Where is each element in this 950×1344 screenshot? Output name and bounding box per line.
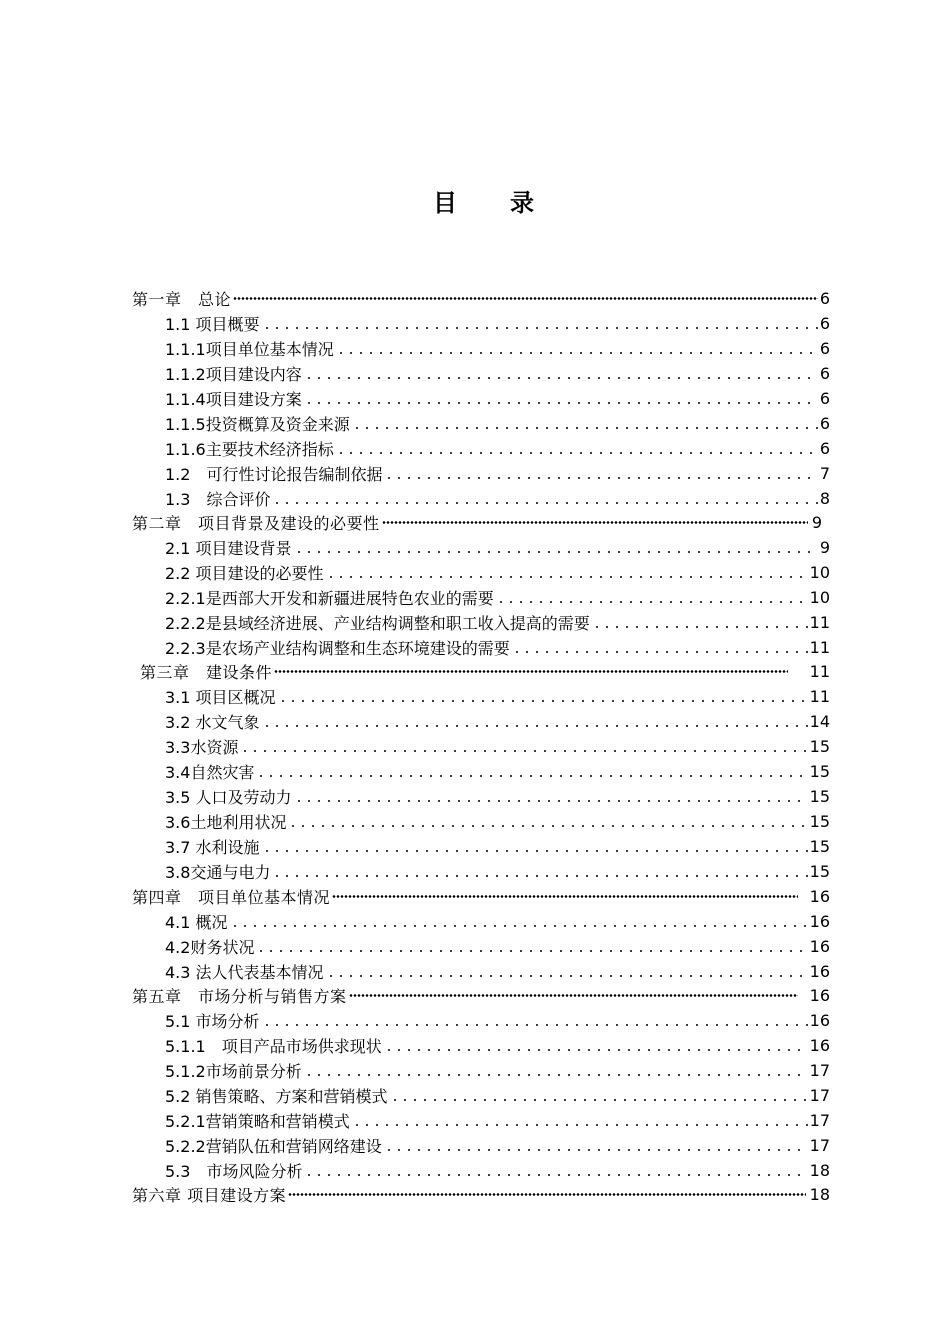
toc-dot-leader <box>336 436 818 461</box>
toc-page-number: 6 <box>819 414 830 433</box>
toc-dot-leader <box>294 535 818 560</box>
toc-chapter-entry[interactable] <box>132 510 822 535</box>
toc-section-entry[interactable] <box>165 834 830 859</box>
toc-page-number: 6 <box>819 389 830 408</box>
toc-section-entry[interactable] <box>165 386 830 411</box>
title-char-1: 目 <box>433 189 457 217</box>
toc-dot-leader <box>304 1058 808 1083</box>
toc-dot-leader <box>272 859 807 884</box>
toc-page-number: 17 <box>809 1061 830 1080</box>
toc-section-entry[interactable] <box>165 934 830 959</box>
toc-entry-label: 第四章 项目单位基本情况 <box>132 888 331 907</box>
toc-dot-leader <box>240 734 807 759</box>
toc-dot-leader <box>384 1033 808 1058</box>
toc-page-number: 6 <box>819 314 830 333</box>
toc-section-entry[interactable] <box>165 959 830 984</box>
toc-section-entry[interactable] <box>165 1058 830 1083</box>
toc-page-number: 11 <box>809 638 830 657</box>
toc-section-entry[interactable] <box>165 436 830 461</box>
toc-dot-leader <box>288 1182 806 1207</box>
toc-dot-leader <box>233 286 818 311</box>
toc-entry-label: 2.2.2是县域经济进展、产业结构调整和职工收入提高的需要 <box>165 614 590 633</box>
toc-section-entry[interactable] <box>165 1158 830 1183</box>
toc-dot-leader <box>352 1108 808 1133</box>
toc-dot-leader <box>382 510 808 535</box>
toc-page-number: 10 <box>809 563 830 582</box>
toc-section-entry[interactable] <box>165 585 830 610</box>
toc-chapter-entry[interactable] <box>132 983 830 1008</box>
toc-dot-leader <box>336 336 818 361</box>
toc-dot-leader <box>304 1158 807 1183</box>
toc-entry-label: 3.5 人口及劳动力 <box>165 788 292 807</box>
toc-dot-leader <box>262 1008 808 1033</box>
toc-entry-label: 3.8交通与电力 <box>165 863 271 882</box>
toc-section-entry[interactable] <box>165 635 830 660</box>
toc-entry-label: 3.7 水利设施 <box>165 838 260 857</box>
toc-page-number: 15 <box>809 762 830 781</box>
toc-dot-leader <box>384 1133 808 1158</box>
toc-page-number: 17 <box>809 1136 830 1155</box>
toc-page-number: 15 <box>809 812 830 831</box>
toc-entry-label: 5.2.2营销队伍和营销网络建设 <box>165 1137 382 1156</box>
toc-entry-label: 2.2.3是农场产业结构调整和生态环境建设的需要 <box>165 639 510 658</box>
toc-dot-leader <box>262 709 808 734</box>
toc-entry-label: 第一章 总论 <box>132 290 232 309</box>
toc-dot-leader <box>349 983 798 1008</box>
toc-page-number: 16 <box>809 887 830 906</box>
toc-dot-leader <box>390 1083 808 1108</box>
toc-entry-label: 第六章 项目建设方案 <box>132 1186 287 1205</box>
toc-section-entry[interactable] <box>165 859 830 884</box>
toc-page-number: 18 <box>809 1185 830 1204</box>
toc-page-number: 17 <box>809 1086 830 1105</box>
toc-page-number: 7 <box>819 464 830 483</box>
toc-section-entry[interactable] <box>165 909 830 934</box>
toc-entry-label: 2.1 项目建设背景 <box>165 539 292 558</box>
toc-entry-label: 1.1.1项目单位基本情况 <box>165 340 334 359</box>
toc-section-entry[interactable] <box>165 784 830 809</box>
toc-dot-leader <box>256 934 807 959</box>
toc-section-entry[interactable] <box>165 486 830 511</box>
toc-section-entry[interactable] <box>165 311 830 336</box>
toc-section-entry[interactable] <box>165 560 830 585</box>
toc-dot-leader <box>288 809 807 834</box>
toc-dot-leader <box>278 684 808 709</box>
toc-entry-label: 第五章 市场分析与销售方案 <box>132 987 347 1006</box>
toc-dot-leader <box>304 386 818 411</box>
toc-page-number: 16 <box>809 986 830 1005</box>
toc-section-entry[interactable] <box>165 461 830 486</box>
toc-entry-label: 2.2 项目建设的必要性 <box>165 564 324 583</box>
toc-page-number: 16 <box>809 1011 830 1030</box>
toc-page-number: 10 <box>809 588 830 607</box>
toc-entry-label: 1.1 项目概要 <box>165 315 260 334</box>
toc-page-number: 18 <box>809 1161 830 1180</box>
toc-entry-label: 3.1 项目区概况 <box>165 688 276 707</box>
toc-entry-label: 5.2 销售策略、方案和营销模式 <box>165 1087 388 1106</box>
toc-dot-leader <box>384 461 817 486</box>
toc-dot-leader <box>326 560 808 585</box>
toc-dot-leader <box>512 635 808 660</box>
toc-dot-leader <box>230 909 808 934</box>
toc-section-entry[interactable] <box>165 610 830 635</box>
toc-page-number: 15 <box>809 787 830 806</box>
toc-dot-leader <box>326 959 808 984</box>
toc-page-number: 6 <box>819 439 830 458</box>
toc-section-entry[interactable] <box>165 1083 830 1108</box>
toc-page-number: 16 <box>809 912 830 931</box>
toc-entry-label: 2.2.1是西部大开发和新疆进展特色农业的需要 <box>165 589 494 608</box>
toc-page-number: 6 <box>819 339 830 358</box>
toc-entry-label: 5.1.1 项目产品市场供求现状 <box>165 1037 382 1056</box>
toc-entry-label: 4.2财务状况 <box>165 938 255 957</box>
toc-section-entry[interactable] <box>165 336 830 361</box>
toc-entry-label: 3.6土地利用状况 <box>165 813 287 832</box>
toc-page-number: 6 <box>819 364 830 383</box>
toc-chapter-entry[interactable] <box>140 659 830 684</box>
toc-entry-label: 3.2 水文气象 <box>165 713 260 732</box>
toc-chapter-entry[interactable] <box>132 1182 830 1207</box>
toc-section-entry[interactable] <box>165 361 830 386</box>
toc-entry-label: 5.2.1营销策略和营销模式 <box>165 1112 350 1131</box>
toc-entry-label: 1.2 可行性讨论报告编制依据 <box>165 465 383 484</box>
toc-dot-leader <box>256 759 807 784</box>
toc-section-entry[interactable] <box>165 1133 830 1158</box>
toc-section-entry[interactable] <box>165 734 830 759</box>
toc-entry-label: 5.3 市场风险分析 <box>165 1162 303 1181</box>
toc-chapter-entry[interactable] <box>132 286 830 311</box>
toc-dot-leader <box>304 361 818 386</box>
toc-page-number: 15 <box>809 737 830 756</box>
toc-page-number: 11 <box>809 687 830 706</box>
toc-entry-label: 1.1.6主要技术经济指标 <box>165 440 334 459</box>
toc-entry-label: 5.1.2市场前景分析 <box>165 1062 302 1081</box>
toc-section-entry[interactable] <box>165 1008 830 1033</box>
toc-entry-label: 第二章 项目背景及建设的必要性 <box>132 514 380 533</box>
toc-dot-leader <box>496 585 808 610</box>
toc-section-entry[interactable] <box>165 759 830 784</box>
toc-dot-leader <box>262 311 818 336</box>
toc-section-entry[interactable] <box>165 684 830 709</box>
toc-dot-leader <box>352 411 818 436</box>
toc-page-number: 15 <box>809 862 830 881</box>
title-char-2: 录 <box>510 189 534 217</box>
toc-page-number: 9 <box>811 513 822 532</box>
toc-entry-label: 1.1.4项目建设方案 <box>165 390 302 409</box>
toc-entry-label: 4.3 法人代表基本情况 <box>165 963 324 982</box>
toc-dot-leader <box>332 884 798 909</box>
toc-section-entry[interactable] <box>165 809 830 834</box>
toc-entry-label: 3.4自然灾害 <box>165 763 255 782</box>
toc-page-number: 11 <box>809 662 830 681</box>
toc-page-number: 17 <box>809 1111 830 1130</box>
toc-page-number: 16 <box>809 1036 830 1055</box>
toc-entry-label: 4.1 概况 <box>165 913 228 932</box>
toc-entry-label: 第三章 建设条件 <box>140 663 273 682</box>
toc-entry-label: 5.1 市场分析 <box>165 1012 260 1031</box>
toc-dot-leader <box>274 659 788 684</box>
toc-section-entry[interactable] <box>165 535 830 560</box>
toc-page-number: 8 <box>819 489 830 508</box>
toc-chapter-entry[interactable] <box>132 884 830 909</box>
toc-entry-label: 3.3水资源 <box>165 738 239 757</box>
toc-dot-leader <box>272 486 817 511</box>
toc-entry-label: 1.1.5投资概算及资金来源 <box>165 415 350 434</box>
toc-page-number: 16 <box>809 937 830 956</box>
toc-section-entry[interactable] <box>165 709 830 734</box>
toc-page-number: 16 <box>809 962 830 981</box>
toc-entry-label: 1.3 综合评价 <box>165 490 271 509</box>
toc-dot-leader <box>262 834 808 859</box>
toc-section-entry[interactable] <box>165 411 830 436</box>
toc-page-number: 15 <box>809 837 830 856</box>
toc-dot-leader <box>592 610 808 635</box>
toc-entry-label: 1.1.2项目建设内容 <box>165 365 302 384</box>
toc-section-entry[interactable] <box>165 1108 830 1133</box>
toc-page-number: 6 <box>819 289 830 308</box>
toc-section-entry[interactable] <box>165 1033 830 1058</box>
toc-page-number: 9 <box>819 538 830 557</box>
toc-page-number: 14 <box>809 712 830 731</box>
toc-page-number: 11 <box>809 613 830 632</box>
toc-dot-leader <box>294 784 808 809</box>
